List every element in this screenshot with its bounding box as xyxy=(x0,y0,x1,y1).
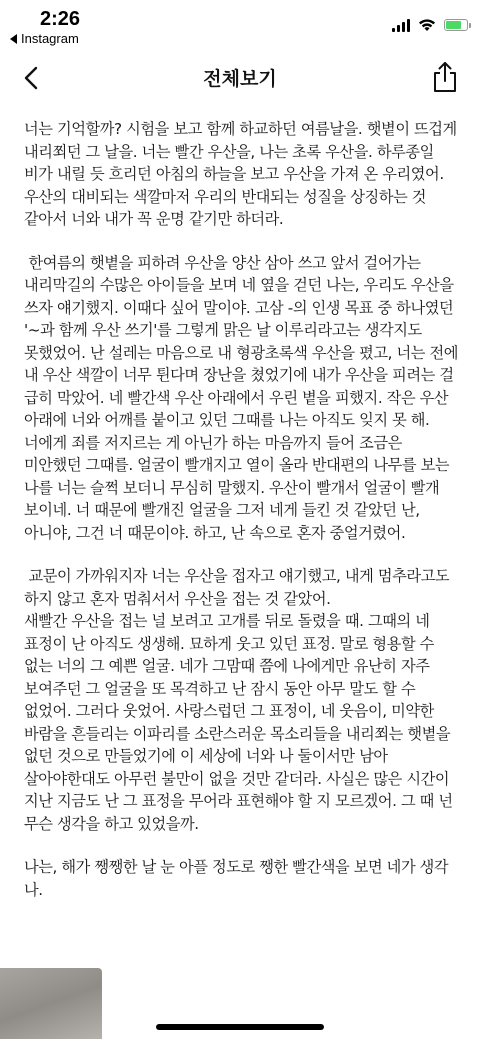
photo-thumbnail[interactable] xyxy=(0,968,102,1039)
paragraph: 교문이 가까워지자 너는 우산을 접자고 얘기했고, 내게 멈추라고도 하지 않고 혼자 멈춰서서 우산을 접는 것 같았어. 새빨간 우산을 접는 널 보려고 고개를 뒤로 돌렸을 때. 그때의 네 표정이 난 아직도 생생해. 묘하게 웃고 있던 표정. 말로 형용할 수 없는 너의 그 예쁜 얼굴. 네가 그맘때 쯤에 나에게만 유난히 자주 보여주던 그 얼굴을 또 목격하고 난 잠시 동안 아무 말도 할 수 없었어. 그러다 웃었어. 사랑스럽던 그 표정이, 네 웃음이, 미약한 바람을 흔들리는 이파리를 소란스러운 목소리들을 내리쬐는 햇볕을 없던 것으로 만들었기에 이 세상에 너와 나 둘이서만 남아 살아야한대도 아무런 불만이 없을 것만 같더라. 사실은 많은 시간이 지난 지금도 난 그 표정을 무어라 표현해야 할 지 모르겠어. 그 때 넌 무슨 생각을 하고 있었을까. xyxy=(24,567,453,833)
page-title: 전체보기 xyxy=(203,68,277,90)
cellular-signal-icon xyxy=(392,18,410,32)
back-app-label: Instagram xyxy=(21,31,79,46)
status-icons xyxy=(392,18,468,32)
nav-bar xyxy=(0,56,480,100)
home-indicator[interactable] xyxy=(156,1024,324,1030)
post-content xyxy=(24,118,463,922)
status-time: 2:26 xyxy=(40,8,81,30)
battery-level xyxy=(446,21,461,29)
wifi-icon xyxy=(418,18,436,32)
paragraph: 너는 기억할까? 시험을 보고 함께 하교하던 여름날을. 햇볕이 뜨겁게 내리쬐던 그 날을. 너는 빨간 우산을, 나는 초록 우산을. 하루종일 비가 내릴 듯 흐리던 아침의 하늘을 보고 우산을 가져 온 우리였어. 우산의 대비되는 색깔마저 우리의 반대되는 성질을 상징하는 것 같아서 너와 내가 꼭 운명 같기만 하더라. xyxy=(24,120,462,228)
share-button[interactable] xyxy=(430,60,460,94)
paragraph: 나는, 해가 쨍쨍한 날 눈 아플 정도로 쨍한 빨간색을 보면 네가 생각 나. xyxy=(24,858,453,899)
status-bar xyxy=(0,0,480,50)
paragraph: 한여름의 햇볕을 피하려 우산을 양산 삼아 쓰고 앞서 걸어가는 내리막길의 수많은 아이들을 보며 네 옆을 걷던 나는, 우리도 우산을 쓰자 얘기했지. 이때다 싶어 말이야. 고삼 -의 인생 목표 중 하나였던 '~과 함께 우산 쓰기'를 그렇게 맑은 날 이루리라고는 생각지도 못했었어. 난 설레는 마음으로 내 형광초록색 우산을 폈고, 너는 전에 내 우산 색깔이 너무 튄다며 장난을 쳤었기에 내가 우산을 피려는 걸 급히 막았어. 네 빨간색 우산 아래에서 우린 볕을 피했지. 작은 우산 아래에 너와 어깨를 붙이고 있던 그때를 나는 아직도 잊지 못 해. 너에게 죄를 저지르는 게 아닌가 하는 마음까지 들어 조금은 미안했던 그때를. 얼굴이 빨개지고 열이 올라 반대편의 나무를 보는 나를 너는 슬쩍 보더니 무심히 말했지. 우산이 빨개서 얼굴이 빨개 보이네. 너 때문에 빨개진 얼굴을 그저 네게 들킨 것 같았던 난, 아니야, 그건 너 때문이야. 하고, 난 속으로 혼자 중얼거렸어. xyxy=(24,253,463,542)
share-icon xyxy=(430,60,460,94)
back-triangle-icon xyxy=(10,34,17,44)
back-to-app-link[interactable] xyxy=(10,31,79,46)
battery-icon xyxy=(444,19,468,31)
